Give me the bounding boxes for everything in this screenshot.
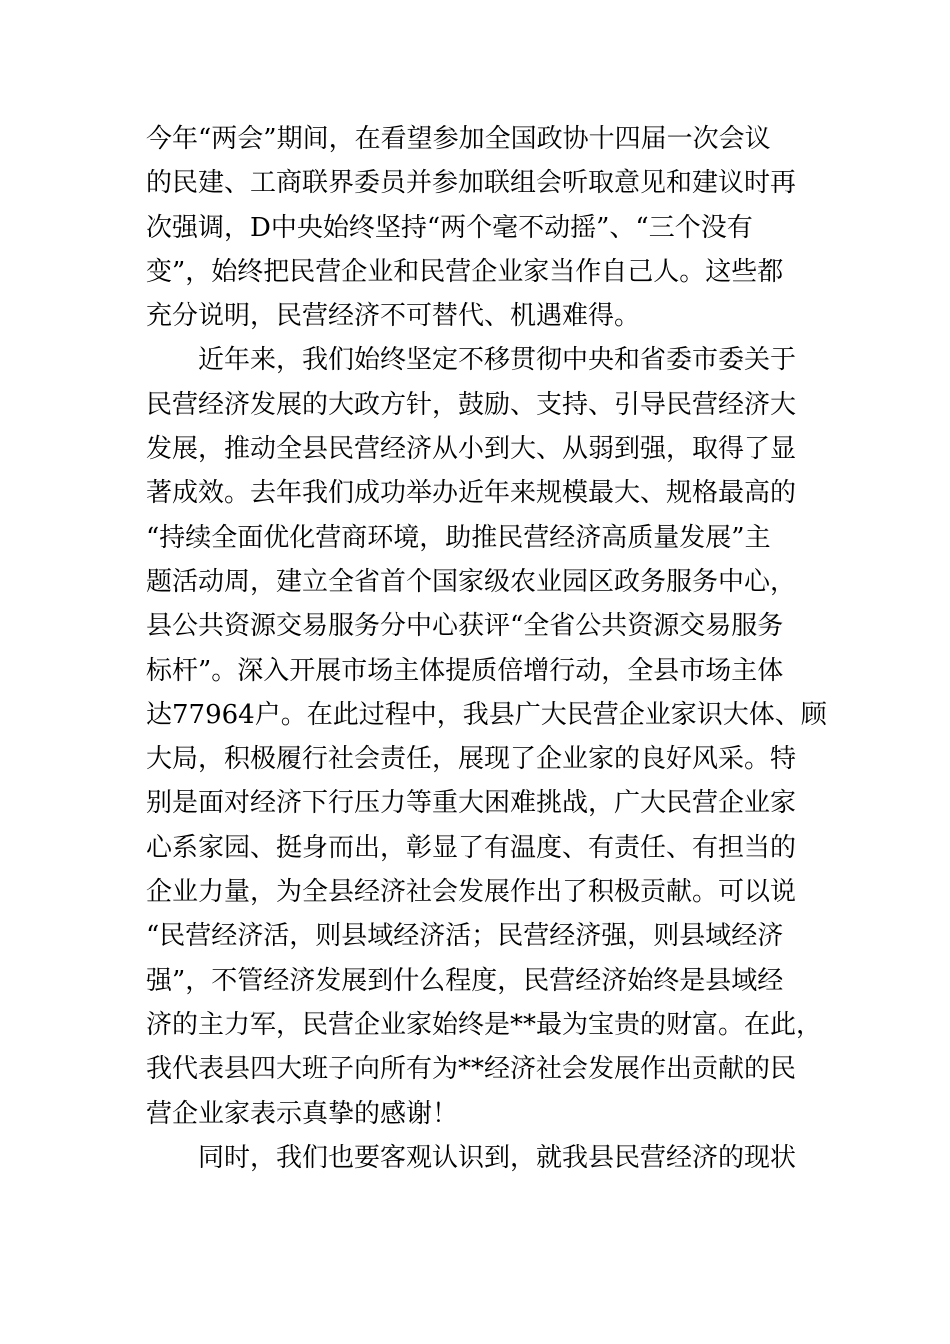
text-line: 济的主力军，民营企业家始终是**最为宝贵的财富。在此， [146,1009,823,1040]
text-line: 达77964户。在此过程中，我县广大民营企业家识大体、顾 [146,699,827,730]
paragraph-start-line: 近年来，我们始终坚定不移贯彻中央和省委市委关于 [198,345,797,376]
text-line: 今年“两会”期间，在看望参加全国政协十四届一次会议 [146,124,771,154]
text-line: 变”，始终把民营企业和民营企业家当作自己人。这些都 [146,256,784,287]
text-line: “民营经济活，则县域经济活；民营经济强，则县域经济 [146,921,784,952]
text-line: 充分说明，民营经济不可替代、机遇难得。 [146,301,641,332]
text-line: 次强调，D中央始终坚持“两个毫不动摇”、“三个没有 [146,212,753,243]
text-line: 发展，推动全县民营经济从小到大、从弱到强，取得了显 [146,434,797,465]
body-text [146,117,826,1180]
text-line: 营企业家表示真挚的感谢！ [146,1098,459,1129]
text-line: 民营经济发展的大政方针，鼓励、支持、引导民营经济大 [146,389,797,420]
text-line: 心系家园、挺身而出，彰显了有温度、有责任、有担当的 [146,832,797,863]
text-line: 企业力量，为全县经济社会发展作出了积极贡献。可以说 [146,877,797,908]
text-line: 别是面对经济下行压力等重大困难挑战，广大民营企业家 [146,788,797,819]
paragraph-start-line: 同时，我们也要客观认识到，就我县民营经济的现状 [198,1142,797,1173]
text-line: 大局，积极履行社会责任，展现了企业家的良好风采。特 [146,744,797,775]
text-line: 标杆”。深入开展市场主体提质倍增行动，全县市场主体 [146,655,784,686]
text-line: 强”，不管经济发展到什么程度，民营经济始终是县域经 [146,965,784,996]
text-line: 县公共资源交易服务分中心获评“全省公共资源交易服务 [146,611,784,642]
text-line: “持续全面优化营商环境，助推民营经济高质量发展”主 [146,522,771,553]
text-line: 的民建、工商联界委员并参加联组会听取意见和建议时再 [146,168,797,199]
text-line: 题活动周，建立全省首个国家级农业园区政务服务中心， [146,566,797,597]
text-line: 我代表县四大班子向所有为**经济社会发展作出贡献的民 [146,1054,797,1085]
text-line: 著成效。去年我们成功举办近年来规模最大、规格最高的 [146,478,797,509]
